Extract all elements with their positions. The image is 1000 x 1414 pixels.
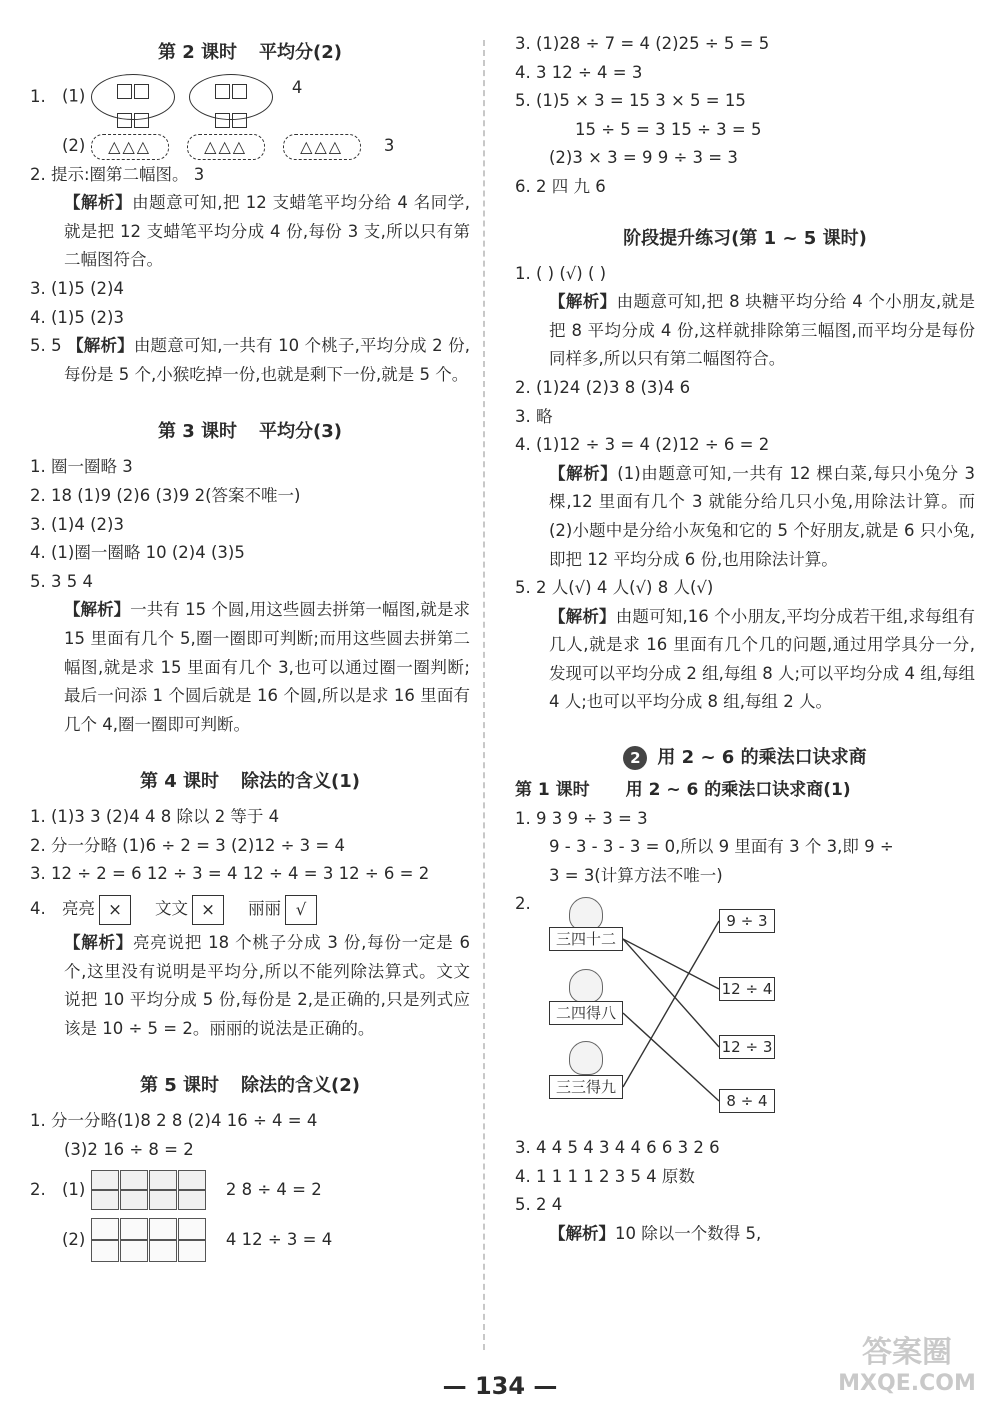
lesson-title: 第 5 课时 除法的含义(2) <box>139 1075 361 1097</box>
rhyme-card: 二四得八 <box>549 1001 623 1025</box>
column-divider <box>483 40 485 1350</box>
grouped-picture <box>91 1170 207 1210</box>
answer-4: 4. 亮亮 × 文文 × 丽丽 √ <box>30 889 470 929</box>
answer-5-line3: (2)3 × 3 = 9 9 ÷ 3 = 3 <box>549 148 738 168</box>
page-number: — 134 — <box>442 1372 558 1400</box>
answer-4: 4. 1 1 1 1 2 3 5 4 原数 <box>515 1166 695 1186</box>
triangle-group: △△△ <box>187 134 265 160</box>
answer-2: 2. (1) 2 8 ÷ 4 = 2 <box>30 1165 470 1215</box>
judge-box: √ <box>285 895 317 925</box>
answer-2: 2. 18 (1)9 (2)6 (3)9 2(答案不唯一) <box>30 485 301 505</box>
answer-4: 4. 3 12 ÷ 4 = 3 <box>515 62 643 82</box>
explanation: 【解析】由题意可知,把 8 块糖平均分给 4 个小朋友,就是把 8 平均分成 4 份,这样就排除第三幅图,而平均分是每份同样多,所以只有第二幅图符合。 <box>549 292 975 369</box>
right-column <box>515 30 975 1248</box>
lesson-title: 第 3 课时 平均分(3) <box>157 421 343 443</box>
watermark-logo <box>832 1335 982 1397</box>
answer-1-3: (3)2 16 ÷ 8 = 2 <box>64 1140 194 1160</box>
triangle-group: △△△ <box>91 134 169 160</box>
answer-5: 5. 5 【解析】由题意可知,一共有 10 个桃子,平均分成 2 份,每份是 5 个,小猴吃掉一份,也就是剩下一份,就是 5 个。 <box>30 336 471 384</box>
answer-3: 3. 4 4 5 4 3 4 4 6 6 3 2 6 <box>515 1138 720 1158</box>
explanation: 【解析】一共有 15 个圆,用这些圆去拼第一幅图,就是求 15 里面有几个 5,圈一圈即可判断;而用这些圆去拼第二幅图,就是求 15 里面有几个 3,也可以通过圈一圈判断;最后一问添 1 个圆后就是 16 个圆,所以是求 16 里面有几个 4,圈一圈即可判断。 <box>64 600 471 734</box>
answer-2: 2. <box>515 894 531 914</box>
answer-5: 5. 3 5 4 <box>30 571 93 591</box>
division-card: 9 ÷ 3 <box>719 909 775 933</box>
answer-1: 1. 9 3 9 ÷ 3 = 3 <box>515 808 648 828</box>
oval-group <box>189 74 273 120</box>
oval-group <box>91 74 175 120</box>
answer-5: 5. 2 4 <box>515 1195 563 1215</box>
answer-1: 1. 圈一圈略 3 <box>30 457 133 477</box>
left-column <box>30 30 470 1265</box>
answer-2: 2. 提示:圈第二幅图。 3 <box>30 164 205 184</box>
rhyme-card: 三四十二 <box>549 927 623 951</box>
division-card: 8 ÷ 4 <box>719 1089 775 1113</box>
answer-1: 1. (1) 4 <box>30 74 470 132</box>
explanation: 【解析】由题意可知,把 12 支蜡笔平均分给 4 名同学,就是把 12 支蜡笔平均分成 4 份,每份 3 支,所以只有第二幅图符合。 <box>64 193 471 270</box>
answer-5-line2: 15 ÷ 5 = 3 15 ÷ 3 = 5 <box>575 119 762 139</box>
matching-lines <box>549 919 789 1134</box>
answer-1-line2: 9 - 3 - 3 - 3 = 0,所以 9 里面有 3 个 3,即 9 ÷ <box>549 837 894 857</box>
answer-2-2: (2) 4 12 ÷ 3 = 4 <box>30 1215 470 1265</box>
answer-4: 4. (1)12 ÷ 3 = 4 (2)12 ÷ 6 = 2 <box>515 435 770 455</box>
answer-3: 3. (1)5 (2)4 <box>30 278 124 298</box>
unit-number-badge: 2 <box>623 746 647 770</box>
watermark-url: MXQE.COM <box>838 1371 976 1396</box>
shape-picture <box>91 1218 207 1262</box>
oval-figure <box>91 74 287 120</box>
lesson-title: 第 2 课时 平均分(2) <box>157 42 343 63</box>
explanation: 【解析】由题可知,16 个小朋友,平均分成若干组,求每组有几人,就是求 16 里面有几个几的问题,通过用学具分一分,发现可以平均分成 2 组,每组 8 人;可以平均分成 4 组,每组 4 人;也可以平均分成 8 组,每组 2 人。 <box>549 606 976 712</box>
answer-3: 3. 略 <box>515 406 553 426</box>
judge-box: × <box>99 895 131 925</box>
practice-title: 阶段提升练习(第 1 ~ 5 课时) <box>623 227 867 249</box>
answer-1: 1. 分一分略(1)8 2 8 (2)4 16 ÷ 4 = 4 <box>30 1111 318 1131</box>
matching-diagram <box>549 912 975 1134</box>
rhyme-card: 三三得九 <box>549 1075 623 1099</box>
division-card: 12 ÷ 4 <box>719 977 775 1001</box>
division-card: 12 ÷ 3 <box>719 1035 775 1059</box>
answer-1: 1. (1)3 3 (2)4 4 8 除以 2 等于 4 <box>30 807 280 827</box>
unit-heading: 2 用 2 ~ 6 的乘法口诀求商 <box>515 743 975 770</box>
answer-5: 5. (1)5 × 3 = 15 3 × 5 = 15 <box>515 91 746 111</box>
lesson-title: 第 4 课时 除法的含义(1) <box>139 771 361 793</box>
lesson-title: 第 1 课时 用 2 ~ 6 的乘法口诀求商(1) <box>515 780 851 801</box>
answer-3: 3. (1)4 (2)3 <box>30 514 124 534</box>
answer-5: 5. 2 人(√) 4 人(√) 8 人(√) <box>515 578 714 598</box>
answer-4: 4. (1)圈一圈略 10 (2)4 (3)5 <box>30 543 245 563</box>
watermark-text: 答案圈 <box>862 1335 952 1370</box>
answer-1-2: (2) △△△ △△△ △△△ 3 <box>30 132 470 161</box>
triangle-group: △△△ <box>283 134 361 160</box>
answer-2: 2. (1)24 (2)3 8 (3)4 6 <box>515 377 691 397</box>
answer-3: 3. (1)28 ÷ 7 = 4 (2)25 ÷ 5 = 5 <box>515 34 770 53</box>
answer-1: 1. ( ) (√) ( ) <box>515 263 607 283</box>
answer-3: 3. 12 ÷ 2 = 6 12 ÷ 3 = 4 12 ÷ 4 = 3 12 ÷ 6 = 2 <box>30 864 430 884</box>
explanation: 【解析】亮亮说把 18 个桃子分成 3 份,每份一定是 6 个,这里没有说明是平均分,所以不能列除法算式。文文说把 10 平均分成 5 份,每份是 2,是正确的,只是列式应该是 10 ÷ 5 = 2。丽丽的说法是正确的。 <box>64 933 470 1038</box>
answer-6: 6. 2 四 九 6 <box>515 176 606 196</box>
explanation: 【解析】10 除以一个数得 5, <box>549 1223 762 1243</box>
answer-2: 2. 分一分略 (1)6 ÷ 2 = 3 (2)12 ÷ 3 = 4 <box>30 835 345 855</box>
answer-1-line3: 3 = 3(计算方法不唯一) <box>549 865 723 885</box>
answer-4: 4. (1)5 (2)3 <box>30 307 124 327</box>
judge-box: × <box>192 895 224 925</box>
explanation: 【解析】(1)由题意可知,一共有 12 棵白菜,每只小兔分 3 棵,12 里面有几个 3 就能分给几只小兔,用除法计算。而(2)小题中是分给小灰兔和它的 5 个好朋友,就是 6 只小兔,即把 12 平均分成 6 份,也用除法计算。 <box>549 463 975 569</box>
